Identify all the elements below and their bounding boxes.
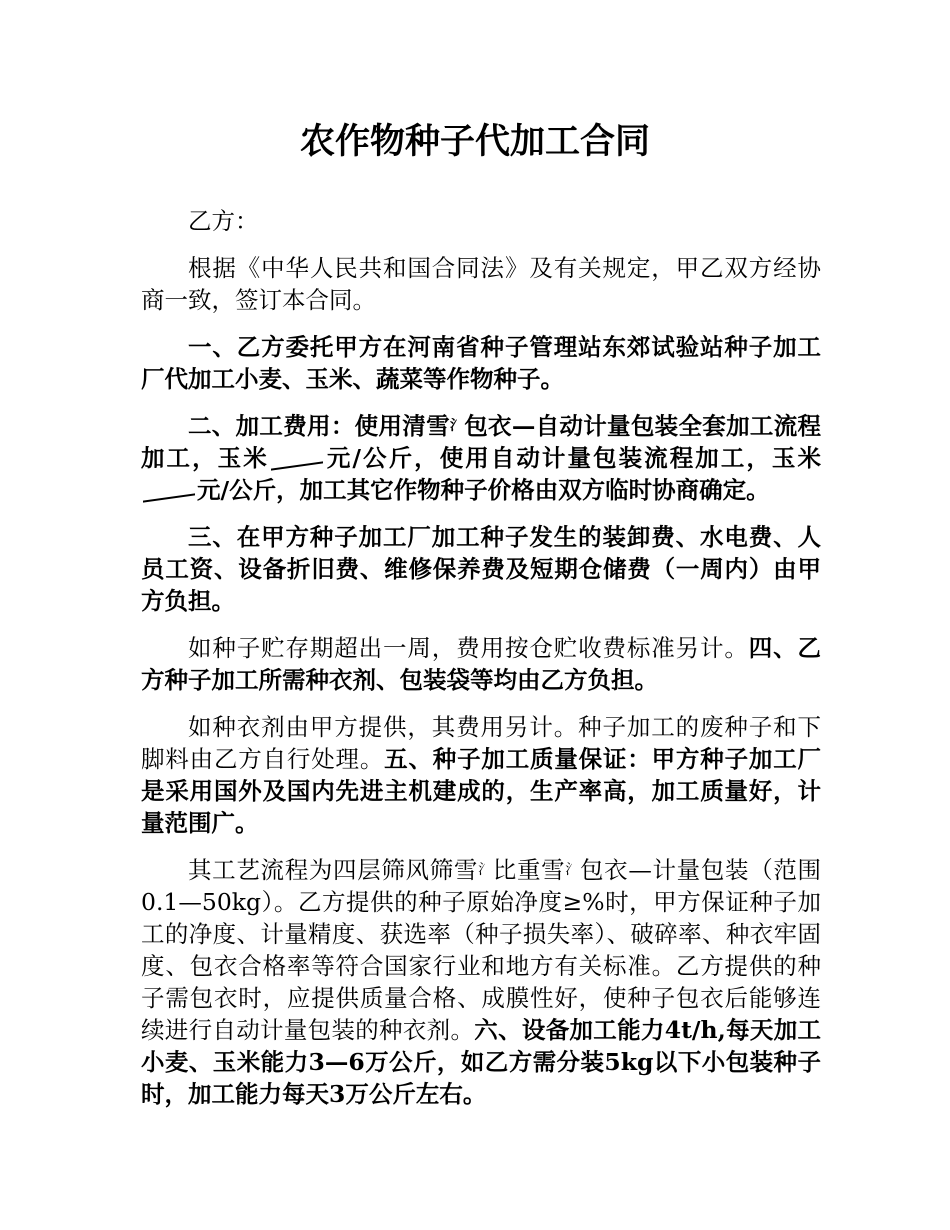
paragraph-6-text-a: 其工艺流程为四层筛风筛雪 [188, 856, 479, 884]
paragraph-5-normal: 如种衣剂由甲方提供，其费用另计。种子加工的废种子和下脚料由乙方自行处理。 [141, 713, 821, 773]
document-title: 农作物种子代加工合同 [299, 122, 650, 162]
clause-2-glyph: 氵 [449, 418, 465, 434]
blank-price-1 [271, 449, 323, 470]
document-body [141, 205, 821, 1125]
clause-2 [141, 410, 821, 506]
clause-2-text-d: 元/公斤，加工其它作物种子价格由双方临时协商确定。 [197, 476, 770, 504]
clause-4-bold: 四、乙方种子加工所需种衣剂、包装袋等均由乙方负担。 [141, 634, 822, 694]
paragraph-4 [141, 632, 821, 696]
clause-1 [141, 331, 821, 395]
clause-2-text-a: 二、加工费用：使用清雪 [188, 412, 450, 440]
party-b-label: 乙方： [188, 207, 259, 235]
paragraph-6-text-b: 比重雪 [492, 856, 566, 884]
party-b-line [141, 205, 821, 237]
intro-paragraph [141, 252, 821, 316]
paragraph-6-glyph-1: 氵 [478, 862, 493, 878]
paragraph-6 [141, 854, 821, 1110]
clause-3-text: 三、在甲方种子加工厂加工种子发生的装卸费、水电费、人员工资、设备折旧费、维修保养费及短期仓储费（一周内）由甲方负担。 [141, 523, 821, 615]
clause-6-bold: 六、设备加工能力4t/h,每天加工小麦、玉米能力3—6万公斤，如乙方需分装5kg以下小包装种子时，加工能力每天3万公斤左右。 [141, 1016, 822, 1108]
paragraph-6-glyph-2: 氵 [565, 862, 580, 878]
clause-1-text: 一、乙方委托甲方在河南省种子管理站东郊试验站种子加工厂代加工小麦、玉米、蔬菜等作物种子。 [141, 333, 821, 393]
paragraph-5 [141, 711, 821, 839]
clause-2-text-b: 包衣—自动计量包装全套加工流程加工，玉米 [141, 412, 822, 472]
clause-2-text-c: 元/公斤，使用自动计量包装流程加工，玉米 [324, 444, 821, 472]
clause-5-bold: 五、种子加工质量保证：甲方种子加工厂是采用国外及国内先进主机建成的，生产率高，加工质量好，计量范围广。 [141, 745, 822, 837]
clause-3 [141, 521, 821, 617]
paragraph-4-normal: 如种子贮存期超出一周，费用按仓贮收费标准另计。 [188, 634, 749, 662]
paragraph-6-text-c: 包衣—计量包装（范围0.1—50kg）。乙方提供的种子原始净度≥%时，甲方保证种子加工的净度、计量精度、获选率（种子损失率）、破碎率、种衣牢固度、包衣合格率等符合国家行业和地方有关标准。乙方提供的种子需包衣时，应提供质量合格、成膜性好，使种子包衣后能够连续进行自动计量包装的种衣剂。 [141, 856, 822, 1044]
intro-text: 根据《中华人民共和国合同法》及有关规定，甲乙双方经协商一致，签订本合同。 [141, 254, 821, 314]
blank-price-2 [143, 481, 195, 502]
